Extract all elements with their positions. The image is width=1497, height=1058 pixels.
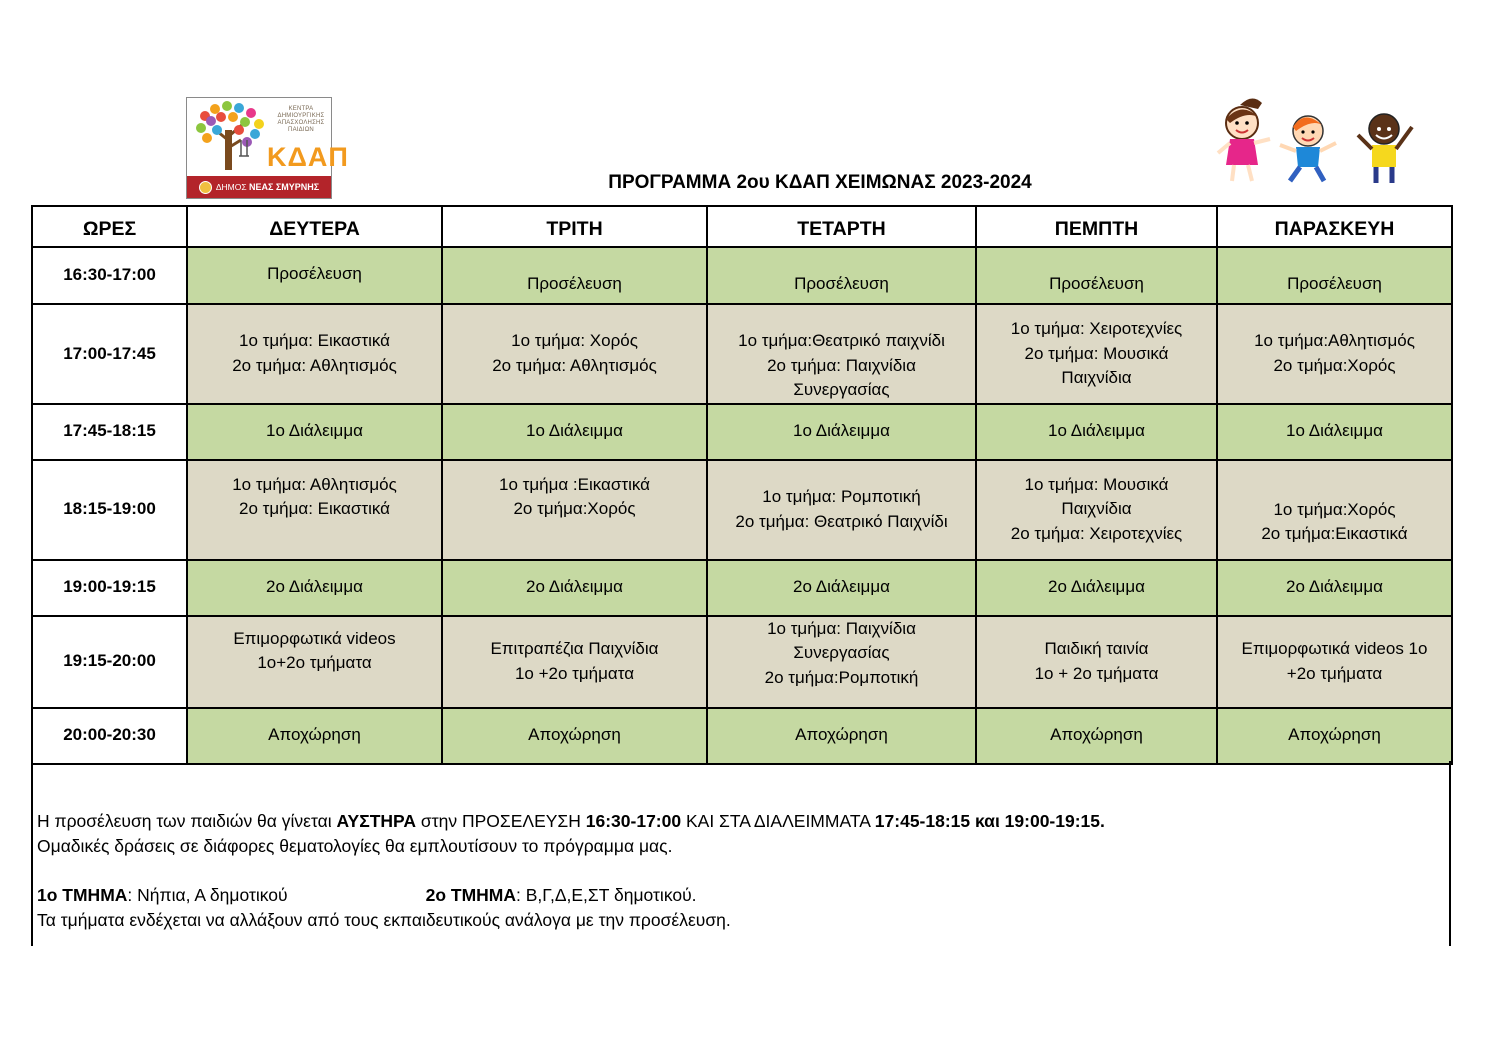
schedule-cell: 1ο τμήμα:Αθλητισμός 2ο τμήμα:Χορός — [1217, 304, 1452, 404]
schedule-cell: Προσέλευση — [1217, 247, 1452, 304]
logo-municipality-bar: ΔΗΜΟΣ ΝΕΑΣ ΣΜΥΡΝΗΣ — [187, 176, 331, 198]
schedule-cell: Αποχώρηση — [1217, 708, 1452, 764]
time-slot: 20:00-20:30 — [32, 708, 187, 764]
schedule-cell: Προσέλευση — [976, 247, 1217, 304]
header-wednesday: ΤΕΤΑΡΤΗ — [707, 206, 976, 247]
schedule-cell: Αποχώρηση — [442, 708, 707, 764]
schedule-cell: 1ο τμήμα: Ρομποτική 2ο τμήμα: Θεατρικό Παιχνίδι — [707, 460, 976, 560]
schedule-cell: 1ο Διάλειμμα — [976, 404, 1217, 460]
schedule-cell: Προσέλευση — [187, 247, 442, 304]
header-tuesday: ΤΡΙΤΗ — [442, 206, 707, 247]
schedule-cell: Επιμορφωτικά videos 1ο +2ο τμήματα — [1217, 616, 1452, 708]
time-slot: 17:00-17:45 — [32, 304, 187, 404]
groups-note: 1ο ΤΜΗΜΑ: Νήπια, Α δημοτικού 2ο ΤΜΗΜΑ: Β,Γ,Δ,Ε,ΣΤ δημοτικού. — [37, 885, 697, 905]
changes-note: Τα τμήματα ενδέχεται να αλλάξουν από τους εκπαιδευτικούς ανάλογα με την προσέλευση. — [37, 910, 731, 930]
schedule-cell: 1ο Διάλειμμα — [442, 404, 707, 460]
schedule-cell: 2ο Διάλειμμα — [976, 560, 1217, 616]
table-row — [32, 708, 1452, 764]
schedule-cell: 1ο Διάλειμμα — [707, 404, 976, 460]
schedule-cell: 1ο τμήμα :Εικαστικά 2ο τμήμα:Χορός — [442, 460, 707, 560]
notes-section — [31, 761, 1451, 946]
schedule-cell: 1ο τμήμα:Θεατρικό παιχνίδι 2ο τμήμα: Παιχνίδια Συνεργασίας — [707, 304, 976, 404]
table-row — [32, 560, 1452, 616]
schedule-cell: 2ο Διάλειμμα — [1217, 560, 1452, 616]
table-row — [32, 460, 1452, 560]
boy-waving-figure-icon — [1358, 114, 1412, 183]
arrival-note: Η προσέλευση των παιδιών θα γίνεται ΑΥΣΤΗΡΑ στην ΠΡΟΣΕΛΕΥΣΗ 16:30-17:00 ΚΑΙ ΣΤΑ ΔΙΑΛΕΙΜΜΑΤΑ 17:45-18:15 και 19:00-19:15. — [37, 811, 1105, 831]
schedule-cell: Επιμορφωτικά videos 1ο+2ο τμήματα — [187, 616, 442, 708]
header-thursday: ΠΕΜΠΤΗ — [976, 206, 1217, 247]
schedule-cell: Παιδική ταινία 1ο + 2ο τμήματα — [976, 616, 1217, 708]
schedule-cell: 2ο Διάλειμμα — [442, 560, 707, 616]
schedule-cell: 2ο Διάλειμμα — [187, 560, 442, 616]
schedule-cell: Επιτραπέζια Παιχνίδια 1ο +2ο τμήματα — [442, 616, 707, 708]
time-slot: 18:15-19:00 — [32, 460, 187, 560]
schedule-cell: 1ο τμήμα: Μουσικά Παιχνίδια 2ο τμήμα: Χειροτεχνίες — [976, 460, 1217, 560]
header-row — [32, 206, 1452, 247]
schedule-cell: Αποχώρηση — [976, 708, 1217, 764]
schedule-cell: 1ο τμήμα: Παιχνίδια Συνεργασίας 2ο τμήμα:Ρομποτική — [707, 616, 976, 708]
time-slot: 19:00-19:15 — [32, 560, 187, 616]
schedule-cell: Προσέλευση — [442, 247, 707, 304]
schedule-cell: 1ο τμήμα: Χορός 2ο τμήμα: Αθλητισμός — [442, 304, 707, 404]
schedule-cell: 1ο τμήμα: Αθλητισμός 2ο τμήμα: Εικαστικά — [187, 460, 442, 560]
header-friday: ΠΑΡΑΣΚΕΥΗ — [1217, 206, 1452, 247]
schedule-cell: 1ο τμήμα:Χορός 2ο τμήμα:Εικαστικά — [1217, 460, 1452, 560]
logo-brand-text: ΚΔΑΠ — [267, 142, 349, 172]
kdap-logo — [186, 97, 349, 199]
schedule-cell: 1ο Διάλειμμα — [1217, 404, 1452, 460]
header-monday: ΔΕΥΤΕΡΑ — [187, 206, 442, 247]
time-slot: 17:45-18:15 — [32, 404, 187, 460]
table-row — [32, 404, 1452, 460]
schedule-cell: Αποχώρηση — [707, 708, 976, 764]
schedule-cell: 1ο Διάλειμμα — [187, 404, 442, 460]
schedule-cell: Αποχώρηση — [187, 708, 442, 764]
activities-note: Ομαδικές δράσεις σε διάφορες θεματολογίες θα εμπλουτίσουν το πρόγραμμα μας. — [37, 836, 673, 856]
table-row — [32, 304, 1452, 404]
tree-logo-icon — [191, 100, 269, 172]
schedule-cell: 2ο Διάλειμμα — [707, 560, 976, 616]
municipality-seal-icon — [199, 181, 212, 194]
kids-illustration-icon — [1212, 95, 1442, 187]
table-row — [32, 247, 1452, 304]
schedule-cell: 1ο τμήμα: Χειροτεχνίες 2ο τμήμα: Μουσικά Παιχνίδια — [976, 304, 1217, 404]
time-slot: 16:30-17:00 — [32, 247, 187, 304]
time-slot: 19:15-20:00 — [32, 616, 187, 708]
logo-subtitle: ΚΕΝΤΡΑ ΔΗΜΙΟΥΡΓΙΚΗΣ ΑΠΑΣΧΟΛΗΣΗΣ ΠΑΙΔΙΩΝ — [277, 106, 325, 133]
girl-figure-icon — [1218, 98, 1270, 181]
schedule-cell: Προσέλευση — [707, 247, 976, 304]
schedule-table — [31, 205, 1453, 765]
table-row — [32, 616, 1452, 708]
boy-figure-icon — [1280, 116, 1336, 181]
page-title: ΠΡΟΓΡΑΜΜΑ 2ου ΚΔΑΠ ΧΕΙΜΩΝΑΣ 2023-2024 — [608, 172, 1032, 193]
header-hours: ΩΡΕΣ — [32, 206, 187, 247]
schedule-cell: 1ο τμήμα: Εικαστικά 2ο τμήμα: Αθλητισμός — [187, 304, 442, 404]
